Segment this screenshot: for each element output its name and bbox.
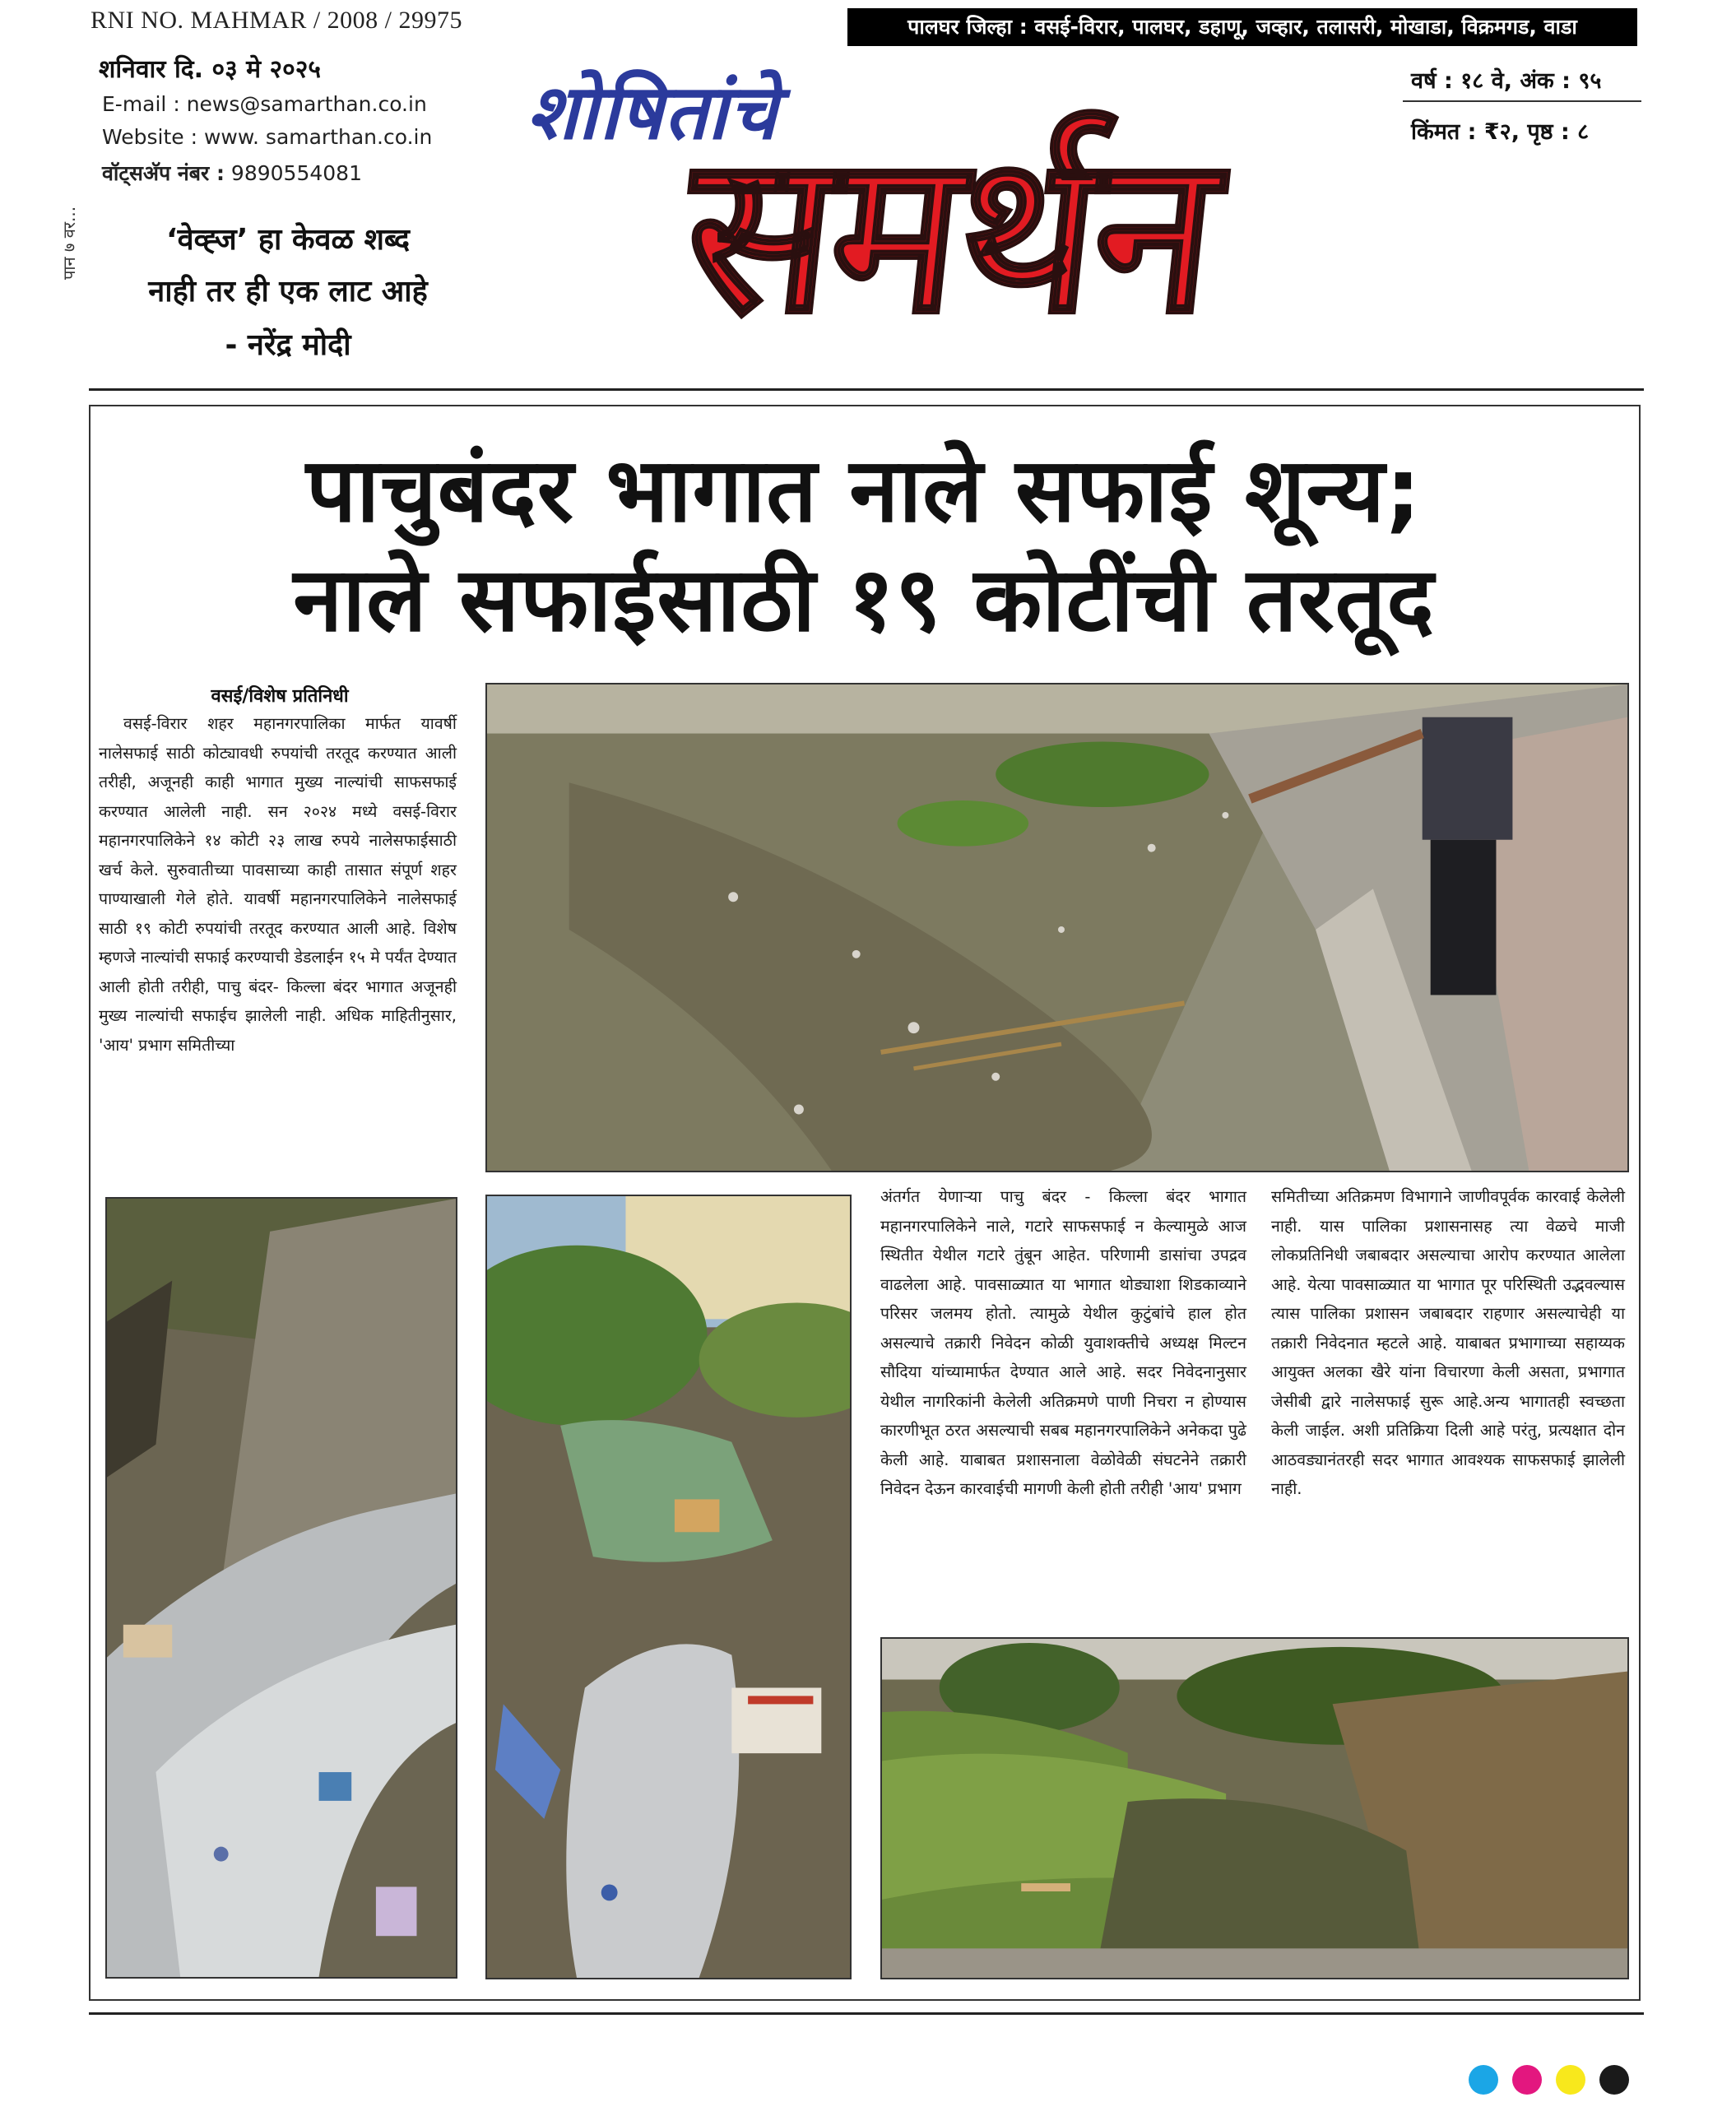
email: E-mail : news@samarthan.co.in bbox=[102, 92, 427, 116]
registration-mark-black bbox=[1599, 2065, 1629, 2095]
byline: वसई/विशेष प्रतिनिधी bbox=[211, 686, 349, 707]
headline-line-2: नाले सफाईसाठी १९ कोटींची तरतूद bbox=[293, 549, 1435, 652]
photo-drain-middle bbox=[485, 1195, 852, 1979]
whatsapp-number: 9890554081 bbox=[230, 161, 362, 185]
registration-mark-yellow bbox=[1556, 2065, 1585, 2095]
footer-rule bbox=[89, 2012, 1644, 2015]
headline-line-1: पाचुबंदर भागात नाले सफाई शून्य; bbox=[305, 439, 1423, 542]
article-column-3: समितीच्या अतिक्रमण विभागाने जाणीवपूर्वक कारवाई केलेली नाही. यास पालिका प्रशासनासह त्या वेळचे माजी लोकप्रतिनिधी जबाबदार असल्याचा आरोप करण्यात आलेला आहे. येत्या पावसाळ्यात या भागात पूर परिस्थिती उद्भवल्यास त्यास पालिका प्रशासन जबाबदार राहणार असल्याचेही या तक्रारी निवेदनात म्हटले आहे. याबाबत प्रभागाच्या सहाय्यक आयुक्त अलका खैरे यांना विचारणा केली असता, प्रभागात जेसीबी द्वारे नालेसफाई सुरू आहे.अन्य भागातही स्वच्छता केली जाईल. अशी प्रतिक्रिया दिली आहे परंतु, प्रत्यक्षात दोन आठवड्यानंतरही सदर भागात आवश्यक साफसफाई झालेली नाही. bbox=[1271, 1187, 1625, 1498]
article-column-1: वसई-विरार शहर महानगरपालिका मार्फत यावर्षी नालेसफाई साठी कोट्यावधी रुपयांची तरतूद करण्यात आली तरीही, अजूनही काही भागात मुख्य नाल्यांची साफसफाई करण्यात आलेली नाही. सन २०२४ मध्ये वसई-विरार महानगरपालिकेने १४ कोटी २३ लाख रुपये नालेसफाईसाठी खर्च केले. सुरुवातीच्या पावसाच्या काही तासात संपूर्ण शहर पाण्याखाली गेले होते. यावर्षी महानगरपालिकेने नालेसफाई साठी १९ कोटी रुपयांची तरतूद करण्यात आली आहे. विशेष म्हणजे नाल्यांची सफाई करण्याची डेडलाईन १५ मे पर्यंत देण्यात आली होती तरीही, पाचु बंदर- किल्ला बंदर भागात अजूनही मुख्य नाल्यांची सफाईच झालेली नाही. अधिक माहितीनुसार, 'आय' प्रभाग समितीच्या bbox=[99, 714, 457, 1055]
whatsapp-label: वॉट्सअ‍ॅप नंबर : bbox=[102, 161, 225, 185]
quote-line-2: नाही तर ही एक लाट आहे bbox=[148, 275, 428, 309]
masthead-rule bbox=[89, 388, 1644, 391]
whatsapp bbox=[102, 159, 362, 187]
page-reference: पान ७ वर... bbox=[59, 206, 79, 280]
website: Website : www. samarthan.co.in bbox=[102, 125, 433, 149]
publication-date: शनिवार दि. ०३ मे २०२५ bbox=[99, 55, 321, 84]
registration-mark-magenta bbox=[1512, 2065, 1542, 2095]
photo-nala-main bbox=[485, 683, 1629, 1172]
quote-line-1: ‘वेव्ह्ज’ हा केवळ शब्द bbox=[165, 223, 411, 257]
quote-author: - नरेंद्र मोदी bbox=[225, 328, 351, 362]
masthead-tagline: शोषितांचे bbox=[527, 68, 779, 156]
district-banner: पालघर जिल्हा : वसई-विरार, पालघर, डहाणू, जव्हार, तलासरी, मोखाडा, विक्रमगड, वाडा bbox=[847, 8, 1637, 46]
registration-mark-cyan bbox=[1469, 2065, 1498, 2095]
rni-number: RNI NO. MAHMAR / 2008 / 29975 bbox=[91, 7, 463, 34]
masthead-title: समर्थन bbox=[674, 108, 1227, 361]
volume-issue: वर्ष : १८ वे, अंक : ९५ bbox=[1411, 68, 1602, 94]
article-column-2: अंतर्गत येणाऱ्या पाचु बंदर - किल्ला बंदर भागात महानगरपालिकेने नाले, गटारे साफसफाई न केल्यामुळे आज स्थितीत येथील गटारे तुंबून आहेत. परिणामी डासांचा उपद्रव वाढलेला आहे. पावसाळ्यात या भागात थोड्याशा शिडकाव्याने परिसर जलमय होतो. त्यामुळे येथील कुटुंबांचे हाल होत असल्याचे तक्रारी निवेदन कोळी युवाशक्तीचे अध्यक्ष मिल्टन सौदिया यांच्यामार्फत देण्यात आले आहे. सदर निवेदनानुसार येथील नागरिकांनी केलेली अतिक्रमणे पाणी निचरा न होण्यास कारणीभूत ठरत असल्याची सबब महानगरपालिकेने अनेकदा पुढे केली आहे. याबाबत प्रशासनाला वेळोवेळी संघटनेने तक्रारी निवेदन देऊन कारवाईची मागणी केली होती तरीही 'आय' प्रभाग bbox=[880, 1187, 1246, 1498]
photo-drain-left bbox=[105, 1197, 457, 1979]
price-pages: किंमत : ₹२, पृष्ठ : ८ bbox=[1411, 119, 1590, 145]
volume-divider bbox=[1403, 100, 1641, 102]
photo-nala-right bbox=[880, 1637, 1629, 1979]
